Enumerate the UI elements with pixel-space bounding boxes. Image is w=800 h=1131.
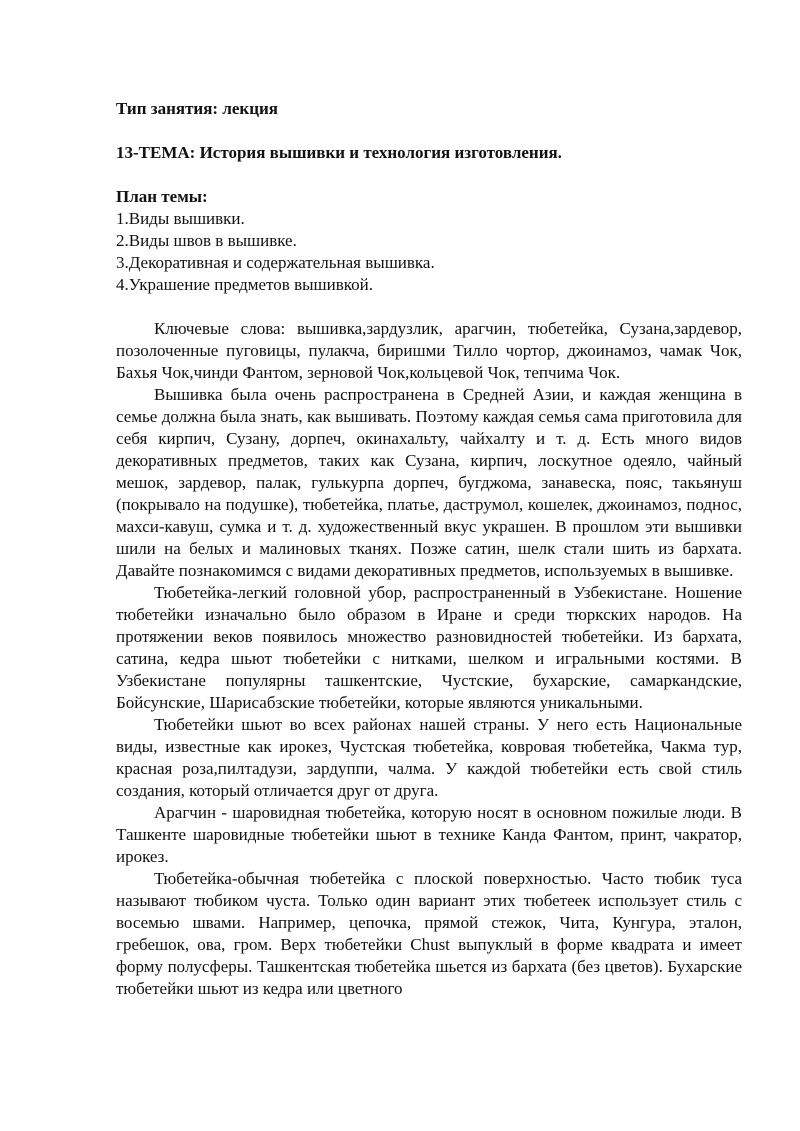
document-page bbox=[116, 98, 742, 1000]
keywords-paragraph: Ключевые слова: вышивка,зардузлик, арагчин, тюбетейка, Сузана,зардевор, позолоченные пуговицы, пулакча, биришми Тилло чортор, джоинамоз, чамак Чок, Бахья Чок,чинди Фантом, зерновой Чок,кольцевой Чок, тепчима Чок. bbox=[116, 319, 742, 382]
body-paragraph: Арагчин - шаровидная тюбетейка, которую носят в основном пожилые люди. В Ташкенте шаровидные тюбетейки шьют в технике Канда Фантом, принт, чакратор, ирокез. bbox=[116, 803, 742, 866]
body-paragraph: Тюбетейка-обычная тюбетейка с плоской поверхностью. Часто тюбик туса называют тюбиком чуста. Только один вариант этих тюбетеек использует стиль с восемью швами. Например, цепочка, прямой стежок, Чита, Кунгура, эталон, гребешок, ова, гром. Верх тюбетейки Chust выпуклый в форме квадрата и имеет форму полусферы. Ташкентская тюбетейка шьется из бархата (без цветов). Бухарские тюбетейки шьют из кедра или цветного bbox=[116, 869, 742, 998]
topic-heading: 13-ТЕМА: История вышивки и технология изготовления. bbox=[116, 143, 562, 162]
plan-item: 4.Украшение предметов вышивкой. bbox=[116, 275, 373, 294]
plan-list bbox=[116, 208, 742, 296]
plan-title: План темы: bbox=[116, 187, 208, 206]
body-paragraph: Вышивка была очень распространена в Средней Азии, и каждая женщина в семье должна была знать, как вышивать. Поэтому каждая семья сама приготовила для себя кирпич, Сузану, дорпеч, окинахальту, чайхалту и т. д. Есть много видов декоративных предметов, таких как Сузана, кирпич, лоскутное одеяло, чайный мешок, зардевор, палак, гулькурпа дорпеч, бугджома, занавеска, пояс, такьянуш (покрывало на подушке), тюбетейка, платье, даструмол, кошелек, джоинамоз, поднос, махси-кавуш, сумка и т. д. художественный вкус украшен. В прошлом эти вышивки шили на белых и малиновых тканях. Позже сатин, шелк стали шить из бархата. Давайте познакомимся с видами декоративных предметов, используемых в вышивке. bbox=[116, 385, 742, 580]
plan-item: 1.Виды вышивки. bbox=[116, 209, 245, 228]
lesson-type-heading: Тип занятия: лекция bbox=[116, 99, 278, 118]
plan-item: 2.Виды швов в вышивке. bbox=[116, 231, 297, 250]
body-paragraph: Тюбетейки шьют во всех районах нашей страны. У него есть Национальные виды, известные как ирокез, Чустская тюбетейка, ковровая тюбетейка, Чакма тур, красная роза,пилтадузи, зардуппи, чалма. У каждой тюбетейки есть свой стиль создания, который отличается друг от друга. bbox=[116, 715, 742, 800]
body-paragraph: Тюбетейка-легкий головной убор, распространенный в Узбекистане. Ношение тюбетейки изначально было образом в Иране и среди тюркских народов. На протяжении веков появилось множество разновидностей тюбетейки. Из бархата, сатина, кедра шьют тюбетейки с нитками, шелком и игральными костями. В Узбекистане популярны ташкентские, Чустские, бухарские, самаркандские, Бойсунские, Шарисабзские тюбетейки, которые являются уникальными. bbox=[116, 583, 742, 712]
plan-item: 3.Декоративная и содержательная вышивка. bbox=[116, 253, 435, 272]
